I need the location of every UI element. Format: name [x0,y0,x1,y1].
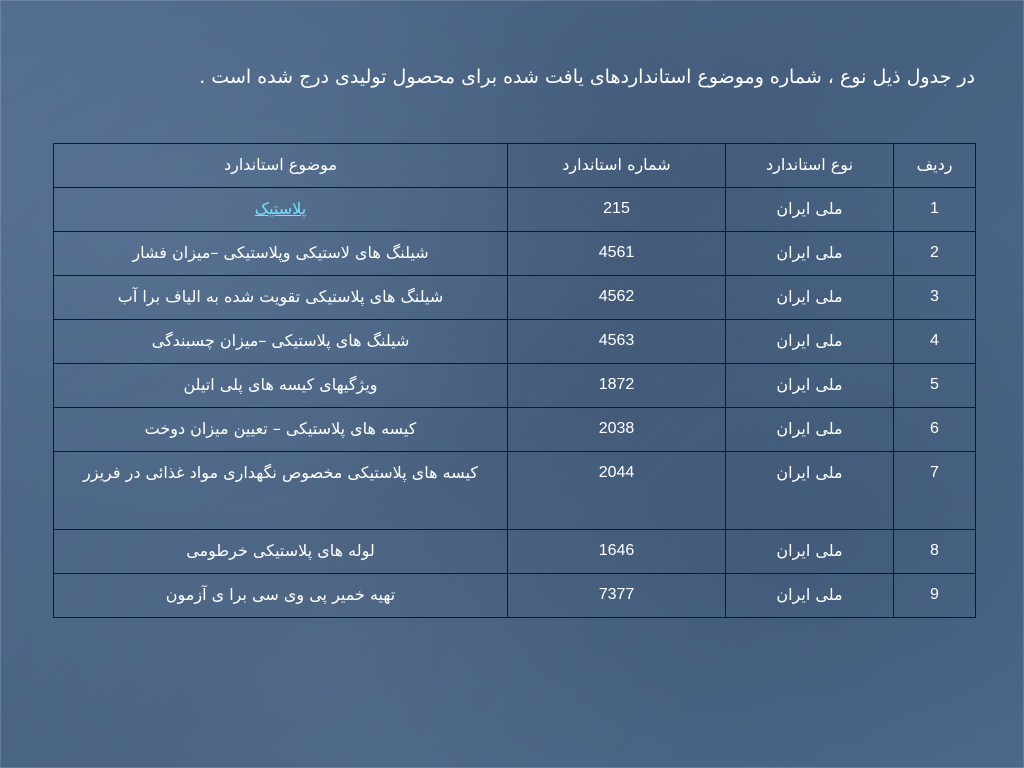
standard-number-cell: 2044 [508,452,726,530]
standard-topic-cell: شیلنگ های پلاستیکی تقویت شده به الیاف برا آب [54,276,508,320]
row-number-cell: 9 [894,574,976,618]
standard-type-cell: ملی ایران [726,188,894,232]
header-standard-topic: موضوع استاندارد [54,144,508,188]
standard-number-cell: 4561 [508,232,726,276]
standard-topic-cell: شیلنگ های پلاستیکی –میزان چسبندگی [54,320,508,364]
table-row [54,232,976,276]
standard-type-cell: ملی ایران [726,276,894,320]
table-row [54,530,976,574]
intro-text: در جدول ذیل نوع ، شماره وموضوع استانداردهای یافت شده برای محصول تولیدی درج شده است . [199,66,975,88]
standard-number-cell: 7377 [508,574,726,618]
standards-table-container [53,143,975,618]
table-row [54,364,976,408]
standard-topic-cell: ویژگیهای کیسه های پلی اتیلن [54,364,508,408]
row-number-cell: 5 [894,364,976,408]
standard-type-cell: ملی ایران [726,232,894,276]
table-row [54,408,976,452]
row-number-cell: 1 [894,188,976,232]
row-number-cell: 4 [894,320,976,364]
standard-topic-cell: لوله های پلاستیکی خرطومی [54,530,508,574]
standard-type-cell: ملی ایران [726,452,894,530]
standard-number-cell: 1646 [508,530,726,574]
standard-number-cell: 215 [508,188,726,232]
standard-topic-cell: کیسه های پلاستیکی مخصوص نگهداری مواد غذائی در فریزر [54,452,508,530]
table-row [54,276,976,320]
standard-type-cell: ملی ایران [726,320,894,364]
header-row-number: ردیف [894,144,976,188]
standard-topic-cell: شیلنگ های لاستیکی وپلاستیکی –میزان فشار [54,232,508,276]
header-standard-number: شماره استاندارد [508,144,726,188]
row-number-cell: 8 [894,530,976,574]
table-row [54,452,976,530]
row-number-cell: 2 [894,232,976,276]
row-number-cell: 6 [894,408,976,452]
standard-number-cell: 1872 [508,364,726,408]
row-number-cell: 7 [894,452,976,530]
standard-topic-cell [54,188,508,232]
standard-topic-cell: کیسه های پلاستیکی – تعیین میزان دوخت [54,408,508,452]
table-row [54,188,976,232]
standard-number-cell: 2038 [508,408,726,452]
standards-table [53,143,976,618]
standard-number-cell: 4563 [508,320,726,364]
plastic-topic-link[interactable]: پلاستیک [254,199,307,218]
standard-type-cell: ملی ایران [726,530,894,574]
table-row [54,574,976,618]
standard-type-cell: ملی ایران [726,574,894,618]
table-row [54,320,976,364]
header-standard-type: نوع استاندارد [726,144,894,188]
standard-number-cell: 4562 [508,276,726,320]
table-header-row [54,144,976,188]
standard-type-cell: ملی ایران [726,364,894,408]
row-number-cell: 3 [894,276,976,320]
standard-type-cell: ملی ایران [726,408,894,452]
standard-topic-cell: تهیه خمیر پی وی سی برا ی آزمون [54,574,508,618]
